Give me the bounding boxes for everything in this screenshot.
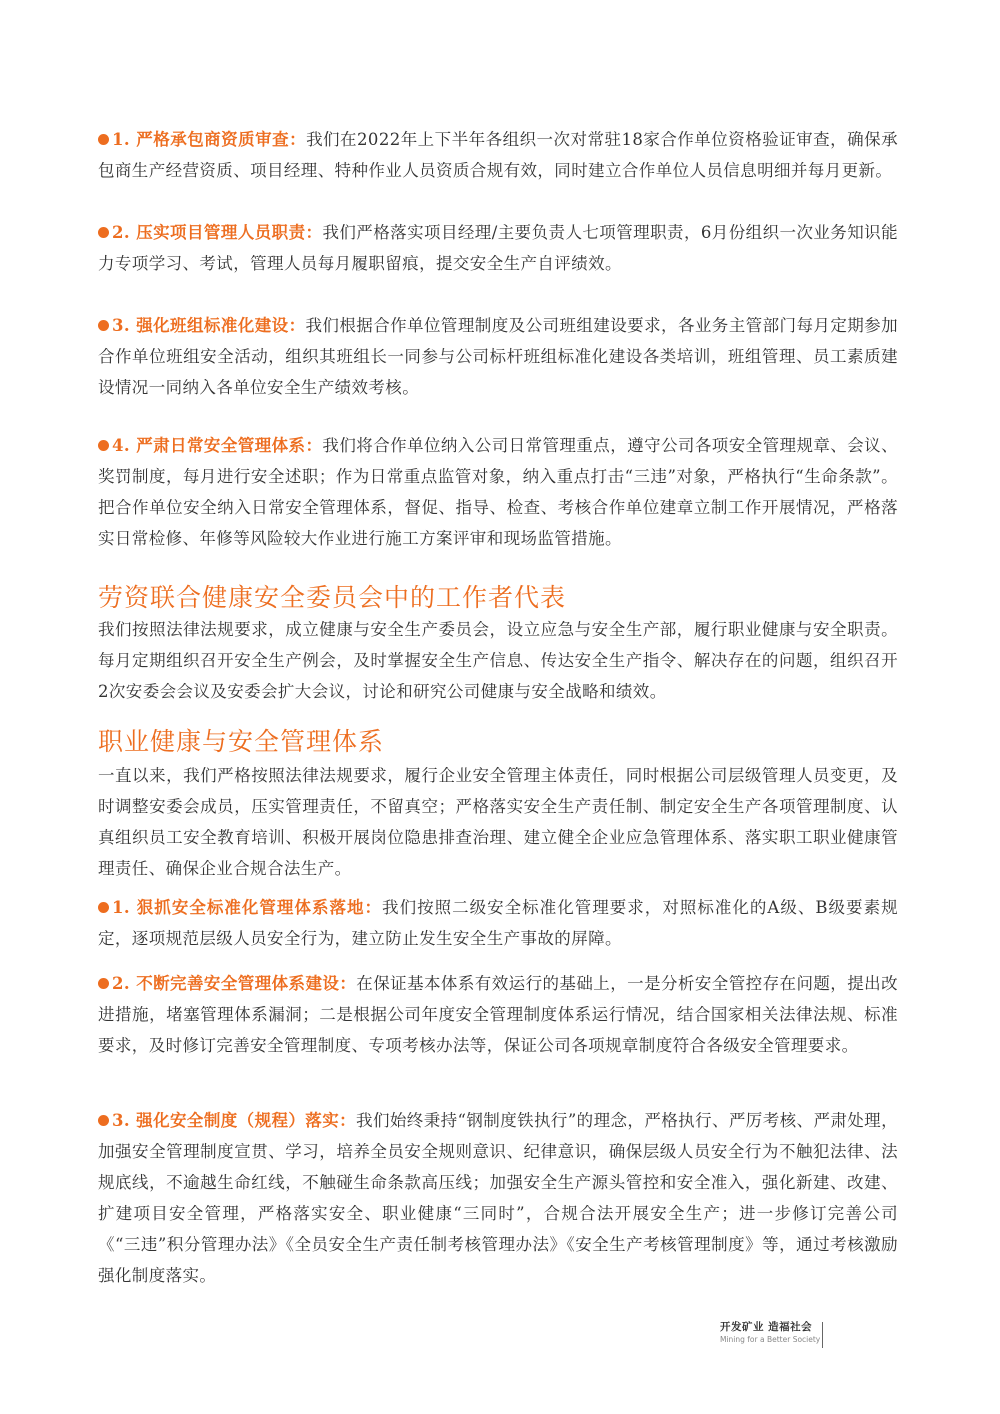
item-text: 我们将合作单位纳入公司日常管理重点，遵守公司各项安全管理规章、会议、奖罚制度，每月进行安全述职；作为日常重点监管对象，纳入重点打击“三违”对象，严格执行“生命条款”。把合作单位安全纳入日常安全管理体系，督促、指导、检查、考核合作单位建章立制工作开展情况，严格落实日常检修、年修等风险较大作业进行施工方案评审和现场监管措施。 [98,436,898,548]
bullet-icon [98,978,109,989]
contractor-item-3 [98,310,898,403]
ohs-item-3 [98,1105,898,1291]
bullet-icon [98,134,109,145]
item-title: 1. 狠抓安全标准化管理体系落地： [112,898,383,917]
bullet-icon [98,1115,109,1126]
item-text: 我们在2022年上下半年各组织一次对常驻18家合作单位资格验证审查，确保承包商生产经营资质、项目经理、特种作业人员资质合规有效，同时建立合作单位人员信息明细并每月更新。 [98,130,898,180]
ohs-intro-text: 一直以来，我们严格按照法律法规要求，履行企业安全管理主体责任，同时根据公司层级管理人员变更，及时调整安委会成员，压实管理责任，不留真空；严格落实安全生产责任制、制定安全生产各项管理制度、认真组织员工安全教育培训、积极开展岗位隐患排查治理、建立健全企业应急管理体系、落实职工职业健康管理责任、确保企业合规合法生产。 [98,766,898,878]
contractor-item-2 [98,217,898,279]
item-text: 我们始终秉持“钢制度铁执行”的理念，严格执行、严厉考核、严肃处理，加强安全管理制度宣贯、学习，培养全员安全规则意识、纪律意识，确保层级人员安全行为不触犯法律、法规底线，不逾越生命红线，不触碰生命条款高压线；加强安全生产源头管控和安全准入，强化新建、改建、扩建项目安全管理，严格落实安全、职业健康“三同时”，合规合法开展安全生产；进一步修订完善公司《“三违”积分管理办法》《全员安全生产责任制考核管理办法》《安全生产考核管理制度》等，通过考核激励强化制度落实。 [98,1111,898,1285]
item-text: 我们根据合作单位管理制度及公司班组建设要求，各业务主管部门每月定期参加合作单位班组安全活动，组织其班组长一同参与公司标杆班组标准化建设各类培训，班组管理、员工素质建设情况一同纳入各单位安全生产绩效考核。 [98,316,899,397]
ohs-item-1 [98,892,898,954]
item-title: 4. 严肃日常安全管理体系： [112,436,323,455]
item-title: 3. 强化班组标准化建设： [112,316,306,335]
ohs-item-2 [98,968,898,1061]
bullet-icon [98,320,109,331]
bullet-icon [98,902,109,913]
ohs-heading: 职业健康与安全管理体系 [98,727,385,756]
bullet-icon [98,227,109,238]
committee-heading: 劳资联合健康安全委员会中的工作者代表 [98,583,567,612]
item-title: 2. 不断完善安全管理体系建设： [112,974,357,993]
footer-slogan-cn: 开发矿业 造福社会 [720,1321,813,1333]
item-title: 2. 压实项目管理人员职责： [112,223,323,242]
committee-text: 我们按照法律法规要求，成立健康与安全生产委员会，设立应急与安全生产部，履行职业健康与安全职责。每月定期组织召开安全生产例会，及时掌握安全生产信息、传达安全生产指令、解决存在的问题，组织召开2次安委会会议及安委会扩大会议，讨论和研究公司健康与安全战略和绩效。 [98,620,898,701]
contractor-item-1 [98,124,898,186]
footer-divider [822,1322,823,1348]
item-text: 我们严格落实项目经理/主要负责人七项管理职责，6月份组织一次业务知识能力专项学习、考试，管理人员每月履职留痕，提交安全生产自评绩效。 [98,223,898,273]
contractor-item-4 [98,430,898,554]
item-title: 3. 强化安全制度（规程）落实： [112,1111,357,1130]
item-text: 在保证基本体系有效运行的基础上，一是分析安全管控存在问题，提出改进措施，堵塞管理体系漏洞；二是根据公司年度安全管理制度体系运行情况，结合国家相关法律法规、标准要求，及时修订完善安全管理制度、专项考核办法等，保证公司各项规章制度符合各级安全管理要求。 [98,974,898,1055]
item-text: 我们按照二级安全标准化管理要求，对照标准化的A级、B级要素规定，逐项规范层级人员安全行为，建立防止发生安全生产事故的屏障。 [98,898,898,948]
bullet-icon [98,440,109,451]
item-title: 1. 严格承包商资质审查： [112,130,307,149]
footer-slogan-en: Mining for a Better Society [720,1335,821,1344]
footer-slogan [720,1320,824,1346]
